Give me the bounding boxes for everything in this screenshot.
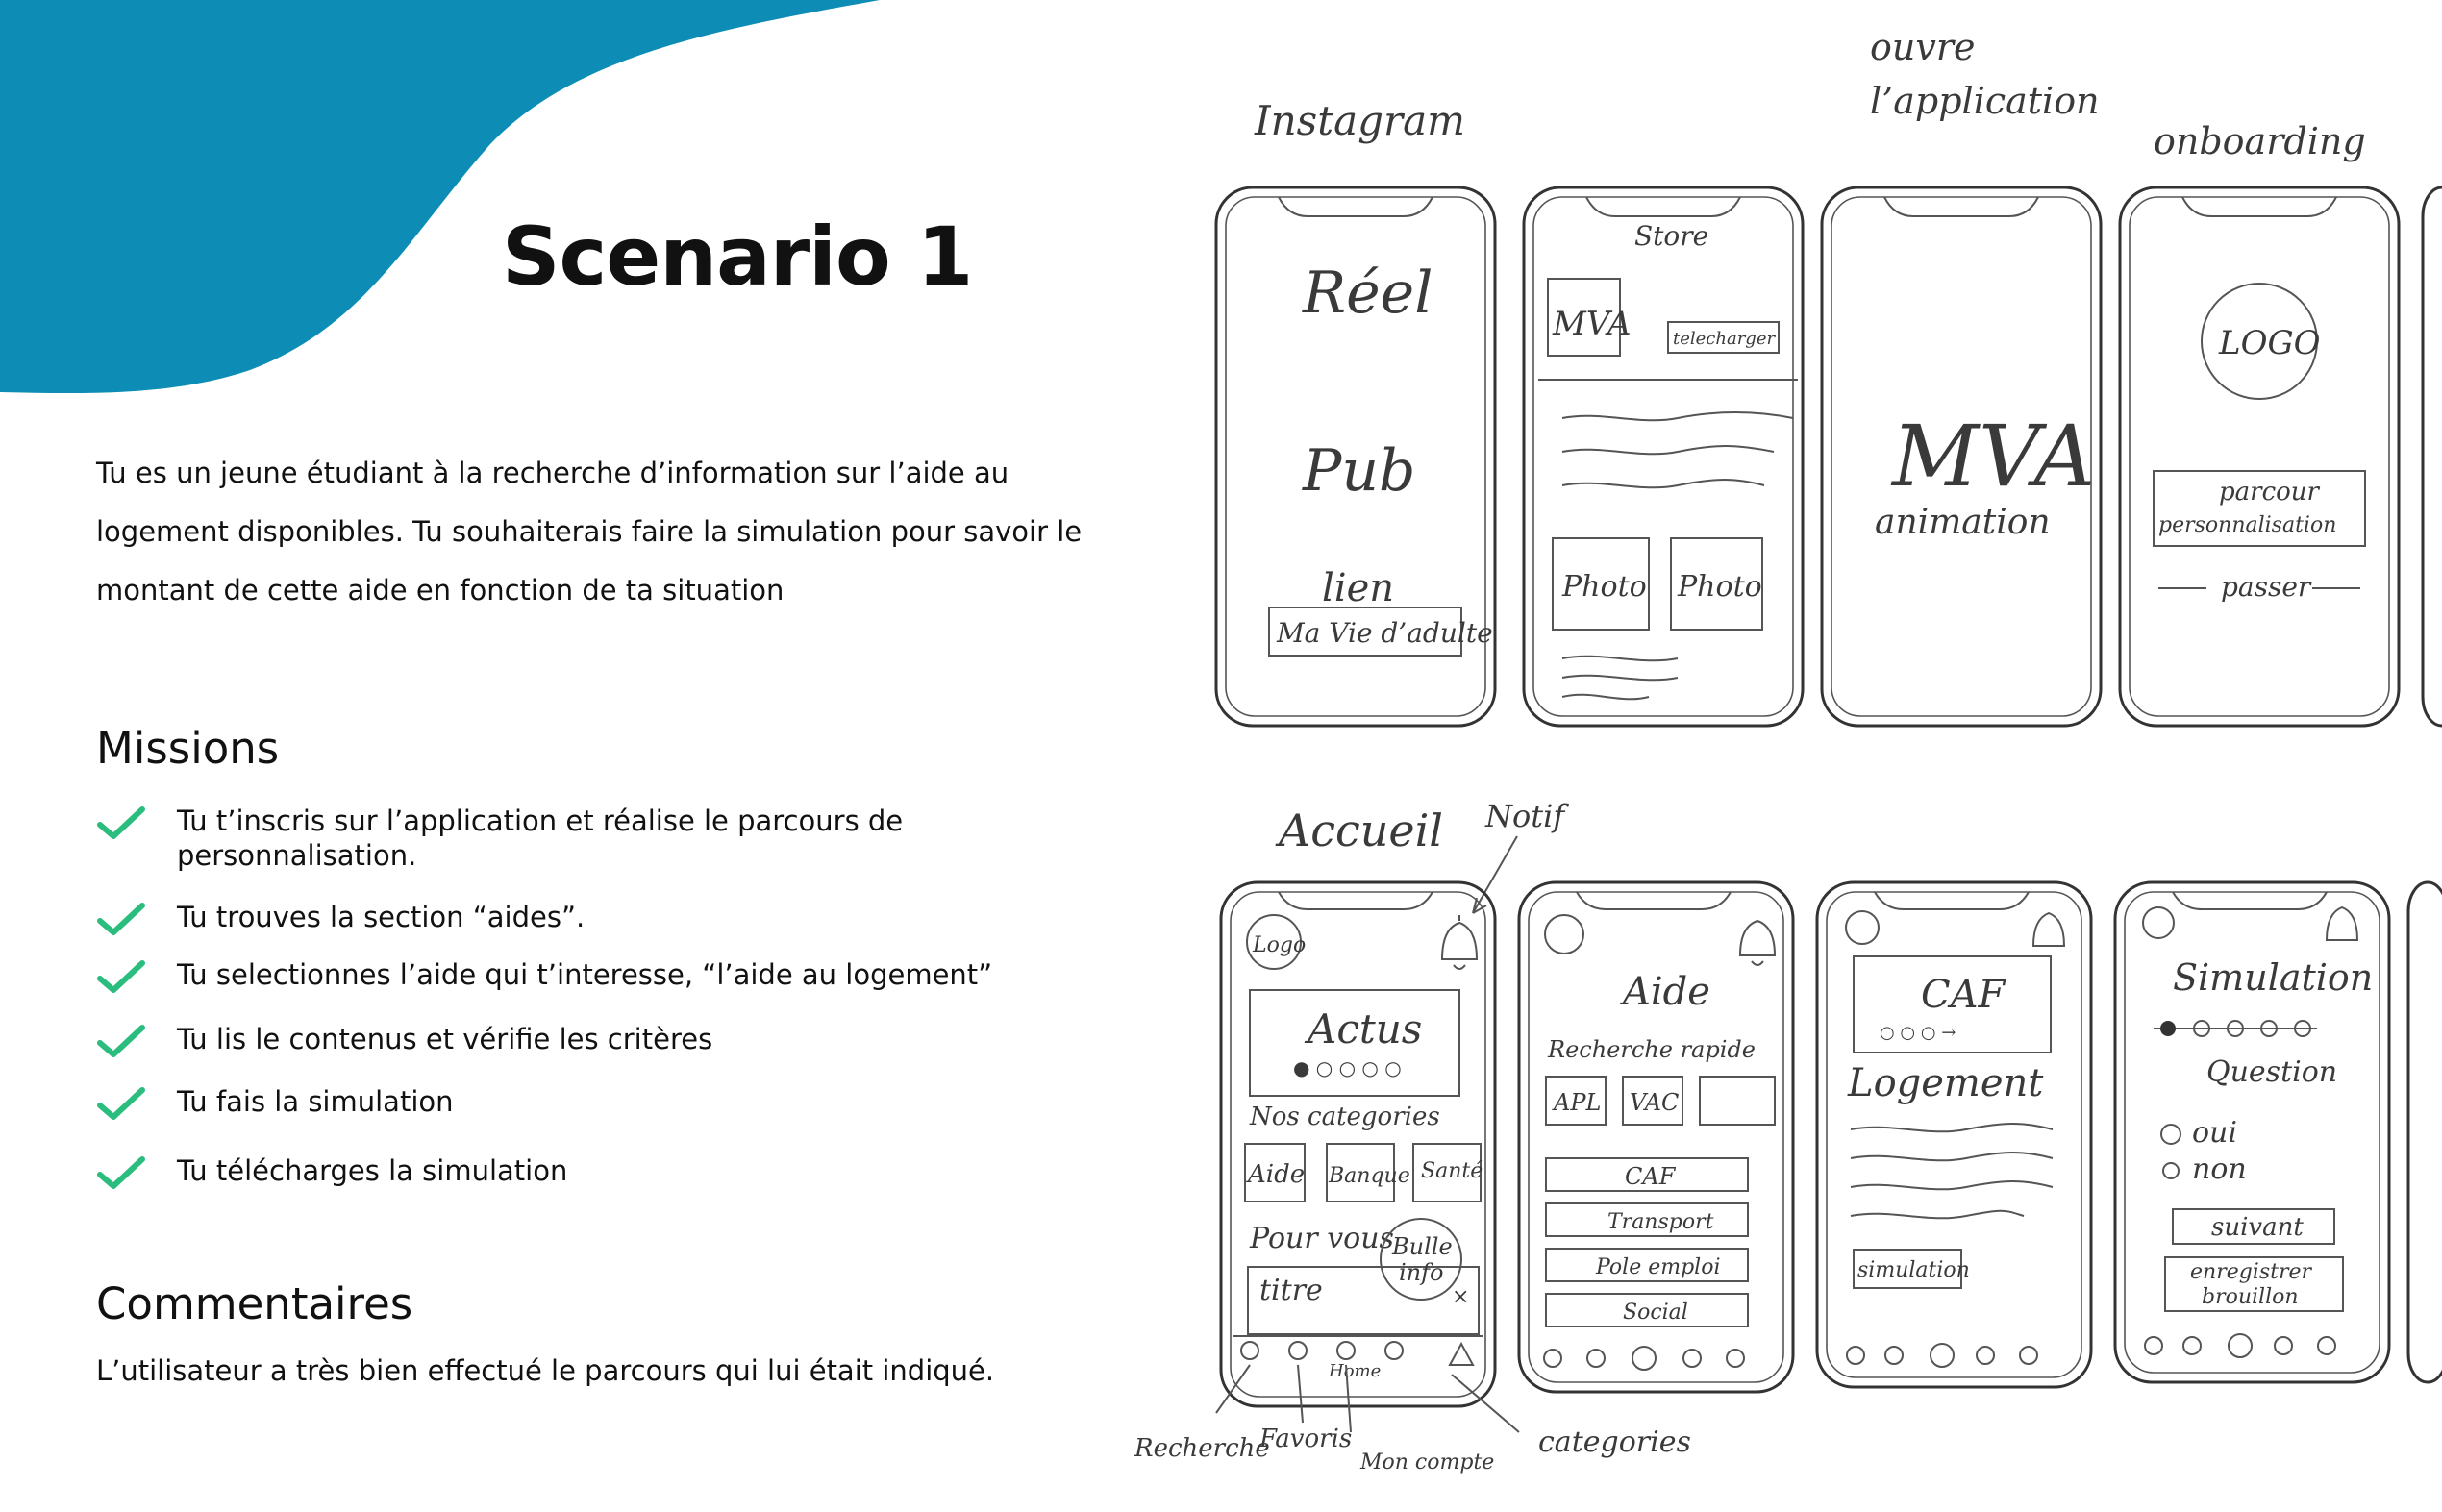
s3-animation: animation (1875, 503, 2051, 542)
mission-text: Tu t’inscris sur l’application et réalise le parcours de personnalisation. (177, 805, 904, 872)
s6-social: Social (1623, 1301, 1688, 1325)
check-icon (96, 804, 146, 842)
s6-recherche: Recherche rapide (1548, 1036, 1756, 1063)
s8-non: non (2192, 1153, 2247, 1186)
mission-item (96, 1022, 1019, 1060)
s4-personnalisation: personnalisation (2158, 513, 2337, 537)
phone-caf (1817, 882, 2091, 1387)
s2-photo-1: Photo (1562, 570, 1647, 604)
mission-item (96, 1153, 1019, 1192)
s8-simulation: Simulation (2173, 956, 2374, 999)
phone-partial-1 (2423, 187, 2442, 726)
s6-apl: APL (1554, 1089, 1602, 1116)
mission-text: Tu trouves la section “aides”. (177, 901, 586, 933)
s8-suivant: suivant (2211, 1213, 2304, 1242)
s6-vac: VAC (1630, 1089, 1680, 1116)
phone-aide (1519, 882, 1793, 1392)
label-accueil: Accueil (1279, 805, 1444, 856)
s5-logo: Logo (1253, 933, 1307, 957)
mission-text: Tu télécharges la simulation (177, 1154, 568, 1187)
check-icon (96, 900, 146, 938)
phone-launch (1822, 187, 2101, 726)
check-icon (96, 1153, 146, 1192)
s8-question: Question (2206, 1055, 2338, 1089)
page-title: Scenario 1 (502, 210, 973, 304)
annot-recherche: Recherche (1134, 1434, 1270, 1463)
missions-heading: Missions (96, 723, 280, 774)
s2-photo-2: Photo (1678, 570, 1762, 604)
s2-telecharger: telecharger (1673, 329, 1776, 349)
s2-mva: MVA (1553, 305, 1632, 343)
bell-icon (1442, 915, 1477, 969)
s3-mva: MVA (1892, 407, 2096, 506)
label-ouvre: ouvre (1870, 26, 1976, 68)
s5-cat-sante: Santé (1421, 1159, 1483, 1183)
check-icon (96, 957, 146, 996)
s7-simulation: simulation (1857, 1258, 1970, 1282)
s6-caf: CAF (1625, 1163, 1676, 1190)
mission-item (96, 804, 1019, 873)
header-wave-shape (0, 0, 923, 404)
label-notif: Notif (1485, 798, 1565, 834)
annot-favoris: Favoris (1259, 1425, 1353, 1453)
s1-reel: Réel (1303, 260, 1433, 327)
svg-text:○ ○ ○ →: ○ ○ ○ → (1880, 1023, 1956, 1043)
s5-actus: Actus (1308, 1005, 1423, 1053)
phone-onboarding (2120, 187, 2399, 726)
comments-heading: Commentaires (96, 1278, 413, 1329)
s4-passer: passer (2221, 571, 2311, 603)
s5-cat-aide: Aide (1248, 1160, 1306, 1189)
s4-parcour: parcour (2219, 478, 2319, 507)
s8-brouillon: brouillon (2202, 1285, 2299, 1309)
s5-titre: titre (1259, 1274, 1323, 1307)
s5-home: Home (1329, 1361, 1382, 1381)
s2-store: Store (1634, 220, 1709, 252)
s8-enregistrer: enregistrer (2190, 1260, 2312, 1284)
s7-logement: Logement (1848, 1061, 2044, 1105)
annot-mon-compte: Mon compte (1360, 1450, 1495, 1475)
mission-item (96, 957, 1019, 996)
mission-text: Tu fais la simulation (177, 1085, 454, 1118)
label-onboarding: onboarding (2154, 120, 2366, 162)
mission-text: Tu selectionnes l’aide qui t’interesse, “l’aide au logement” (177, 958, 993, 991)
s8-oui: oui (2192, 1116, 2237, 1150)
svg-text:×: × (1452, 1285, 1470, 1309)
wireframe-sketch (1115, 0, 2442, 1512)
check-icon (96, 1022, 146, 1060)
s1-ma-vie: Ma Vie d’adulte (1277, 617, 1493, 649)
s7-caf: CAF (1921, 973, 2006, 1017)
s5-pour-vous: Pour vous (1250, 1222, 1394, 1255)
s5-bulle: Bulle (1392, 1233, 1453, 1260)
mission-text: Tu lis le contenus et vérifie les critères (177, 1023, 713, 1055)
s1-pub: Pub (1303, 437, 1416, 505)
phone-store (1524, 187, 1803, 726)
phone-instagram (1216, 187, 1495, 726)
comments-text: L’utilisateur a très bien effectué le parcours qui lui était indiqué. (96, 1354, 995, 1387)
s6-transport: Transport (1607, 1210, 1714, 1234)
s1-lien: lien (1322, 566, 1395, 610)
mission-item (96, 900, 1019, 938)
scenario-intro: Tu es un jeune étudiant à la recherche d’information sur l’aide au logement disponibles. Tu souhaiterais faire la simulation pour savoir le montant de cette aide en fonction de ta situation (96, 457, 1083, 607)
s5-cat-banque: Banque (1329, 1164, 1410, 1188)
label-instagram: Instagram (1255, 97, 1465, 144)
label-application: l’application (1870, 80, 2100, 122)
mission-item (96, 1084, 1019, 1123)
phone-simulation (2115, 882, 2389, 1382)
s4-logo: LOGO (2219, 324, 2321, 362)
phone-accueil (1221, 882, 1495, 1406)
s5-info: info (1399, 1259, 1444, 1286)
annot-categories: categories (1538, 1425, 1691, 1459)
s6-aide: Aide (1623, 970, 1710, 1014)
phone-partial-2 (2408, 882, 2442, 1382)
check-icon (96, 1084, 146, 1123)
header-wave-fill (0, 0, 880, 393)
s5-categories: Nos categories (1250, 1103, 1440, 1131)
svg-text:● ○ ○ ○ ○: ● ○ ○ ○ ○ (1293, 1056, 1402, 1079)
s6-pole-emploi: Pole emploi (1596, 1255, 1721, 1279)
